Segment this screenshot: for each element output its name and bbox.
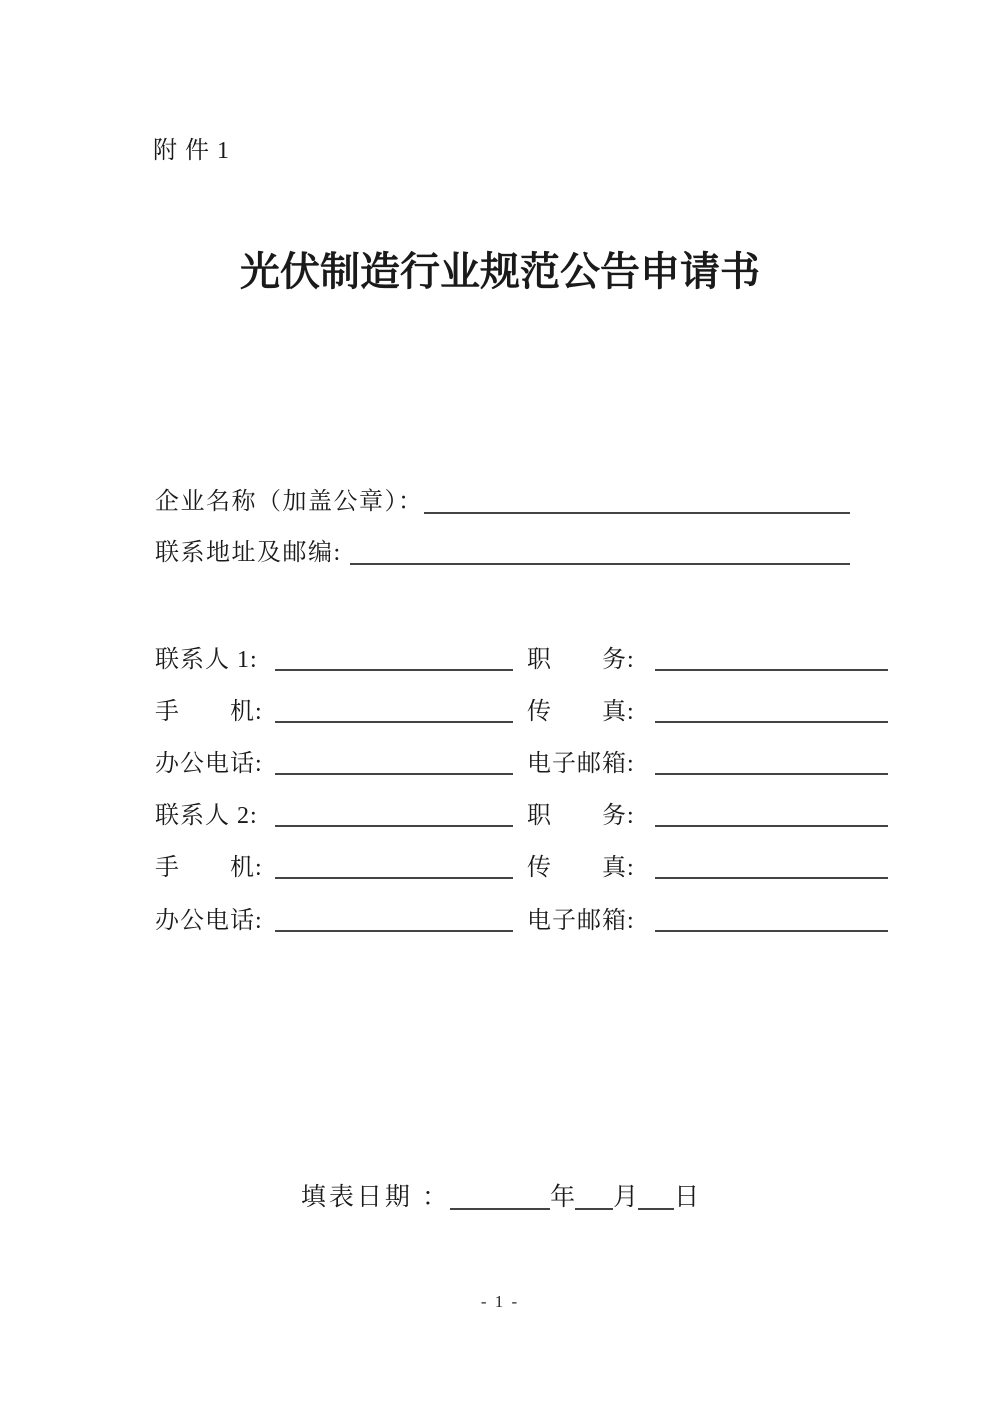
contact1-name-blank-line (275, 669, 513, 671)
contact2-position-label: 职 务: (527, 803, 635, 829)
contact1-position-blank-line (655, 669, 888, 671)
contact2-office-phone-label: 办公电话: (155, 908, 263, 934)
contact1-mobile-blank-line (275, 721, 513, 723)
company-name-label: 企业名称（加盖公章）： (155, 489, 424, 515)
month-suffix: 月 (613, 1184, 639, 1211)
contact2-fax-label: 传 真: (527, 855, 635, 881)
address-blank-line (350, 563, 850, 565)
contact-row-3 (155, 750, 888, 778)
contact1-fax-label: 传 真: (527, 699, 635, 725)
contact2-position-blank-line (655, 825, 888, 827)
contact-row-4 (155, 802, 888, 830)
contact-row-1 (155, 646, 888, 674)
address-row (155, 538, 850, 568)
contact2-office-phone-blank-line (275, 930, 513, 932)
company-name-blank-line (424, 512, 851, 514)
company-name-row (155, 487, 850, 517)
year-suffix: 年 (550, 1184, 576, 1211)
contact2-mobile-blank-line (275, 877, 513, 879)
contact1-email-label: 电子邮箱: (527, 751, 635, 777)
page-number: - 1 - (480, 1292, 520, 1311)
contact2-name-label: 联系人 2: (155, 803, 258, 829)
contact-row-2 (155, 698, 888, 726)
contact-row-5 (155, 854, 888, 882)
contact2-fax-blank-line (655, 877, 888, 879)
contact2-name-blank-line (275, 825, 513, 827)
page-title: 光伏制造行业规范公告申请书 (240, 250, 760, 294)
contact1-office-phone-label: 办公电话: (155, 751, 263, 777)
contact2-email-label: 电子邮箱: (527, 908, 635, 934)
address-label: 联系地址及邮编: (155, 540, 342, 566)
contact1-office-phone-blank-line (275, 773, 513, 775)
day-suffix: 日 (674, 1184, 700, 1211)
contact1-position-label: 职 务: (527, 647, 635, 673)
contact2-email-blank-line (655, 930, 888, 932)
month-blank-line (575, 1208, 613, 1210)
contact-row-6 (155, 907, 888, 935)
day-blank-line (638, 1208, 674, 1210)
year-blank-line (450, 1208, 550, 1210)
attachment-label: 附 件 1 (153, 138, 230, 164)
contact1-name-label: 联系人 1: (155, 647, 258, 673)
fill-date-label: 填表日期 ： (300, 1184, 451, 1211)
contact1-fax-blank-line (655, 721, 888, 723)
contact1-mobile-label: 手 机: (155, 699, 263, 725)
contact1-email-blank-line (655, 773, 888, 775)
contact2-mobile-label: 手 机: (155, 855, 263, 881)
fill-date-row (0, 1183, 1000, 1213)
